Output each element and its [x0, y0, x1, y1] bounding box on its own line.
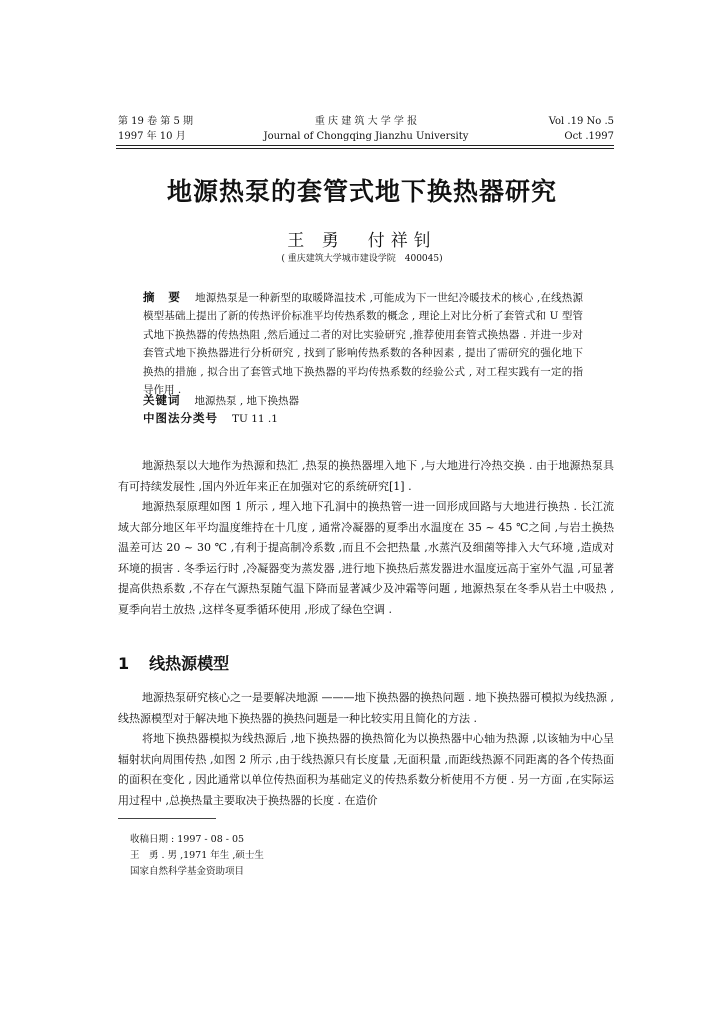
- affiliation: ( 重庆建筑大学城市建设学院 400045): [281, 254, 443, 264]
- header-rule-bottom: [116, 148, 614, 149]
- abstract-text: 地源热泵是一种新型的取暖降温技术 ,可能成为下一世纪冷暖技术的核心 ,在线热源模型基础上提出了新的传热评价标准平均传热系数的概念 , 理论上对比分析了套管式和 U 型管式地下换热器的传热热阻 ,然后通过二者的对比实验研究 ,推荐使用套管式换热器 . 并进一步对套管式地下换热器进行分析研究 , 找到了影响传热系数的各种因素 , 提出了需研究的强化地下换热的措施 , 拟合出了套管式地下换热器的平均传热系数的经验公式 , 对工程实践有一定的指导作用 .: [143, 292, 583, 397]
- intro-paragraph: 地源热泵原理如图 1 所示 , 埋入地下孔洞中的换热管一进一回形成回路与大地进行换热 . 长江流域大部分地区年平均温度维持在十几度 , 通常冷凝器的夏季出水温度在 35 ~ 45 ℃之间 ,与岩土换热温差可达 20 ~ 30 ℃ ,有利于提高制冷系数 ,而且不会把热量 ,水蒸汽及细菌等排入大气环境 ,造成对环境的损害 . 冬季运行时 ,冷凝器变为蒸发器 ,进行地下换热后蒸发器进水温度远高于室外气温 ,可显著提高供热系数 ,不存在气源热泵随气温下降而显著减少及冲霜等问题 , 地源热泵在冬季从岩土中吸热 ,夏季向岩土放热 ,这样冬夏季循环使用 ,形成了绿色空调 .: [118, 500, 614, 616]
- footnote-rule: [118, 818, 216, 819]
- intro-body: [118, 456, 614, 620]
- date-en: Oct .1997: [564, 131, 614, 142]
- classification-code: TU 11 .1: [232, 413, 278, 425]
- classification: [143, 410, 278, 426]
- footnote-author-bio: 王 勇 . 男 ,1971 年生 ,硕士生: [130, 850, 264, 861]
- classification-label: 中图法分类号: [143, 411, 218, 425]
- keywords-label: 关键词: [143, 393, 181, 407]
- section-number: 1: [118, 654, 130, 673]
- footnote-funding: 国家自然科学基金资助项目: [130, 866, 245, 877]
- footnote-received: 收稿日期 : 1997 - 08 - 05: [130, 834, 245, 845]
- authors: 王 勇 付祥钊: [287, 231, 437, 251]
- keywords-text: 地源热泵 , 地下换热器: [194, 395, 300, 407]
- journal-name-cn: 重 庆 建 筑 大 学 学 报: [314, 116, 418, 127]
- section1-paragraph: 将地下换热器模拟为线热源后 ,地下换热器的换热简化为以换热器中心轴为热源 ,以该轴为中心呈辐射状向周围传热 ,如图 2 所示 ,由于线热源只有长度量 ,无面积量 ,而距线热源不同距离的各个传热面的面积在变化 , 因此通常以单位传热面积为基础定义的传热系数分析使用不方便 . 另一方面 ,在实际运用过程中 ,总换热量主要取决于换热器的长度 . 在造价: [118, 732, 614, 807]
- keywords: [143, 392, 299, 408]
- paper-title: 地源热泵的套管式地下换热器研究: [166, 177, 557, 206]
- abstract-label: 摘 要: [143, 290, 182, 304]
- header-rule-top: [116, 145, 614, 146]
- date-cn: 1997 年 10 月: [118, 131, 186, 142]
- volume-issue-en: Vol .19 No .5: [548, 116, 614, 127]
- section-heading: [118, 651, 229, 674]
- volume-issue-cn: 第 19 卷 第 5 期: [118, 116, 193, 127]
- intro-paragraph: 地源热泵以大地作为热源和热汇 ,热泵的换热器埋入地下 ,与大地进行冷热交换 . 由于地源热泵具有可持续发展性 ,国内外近年来正在加强对它的系统研究[1] .: [118, 459, 614, 493]
- section1-body: [118, 688, 614, 811]
- section-title: 线热源模型: [149, 654, 230, 673]
- journal-name-en: Journal of Chongqing Jianzhu University: [263, 131, 469, 142]
- abstract: [143, 288, 583, 399]
- section1-paragraph: 地源热泵研究核心之一是要解决地源 ———地下换热器的换热问题 . 地下换热器可模拟为线热源 ,线热源模型对于解决地下换热器的换热问题是一种比较实用且简化的方法 .: [118, 691, 614, 725]
